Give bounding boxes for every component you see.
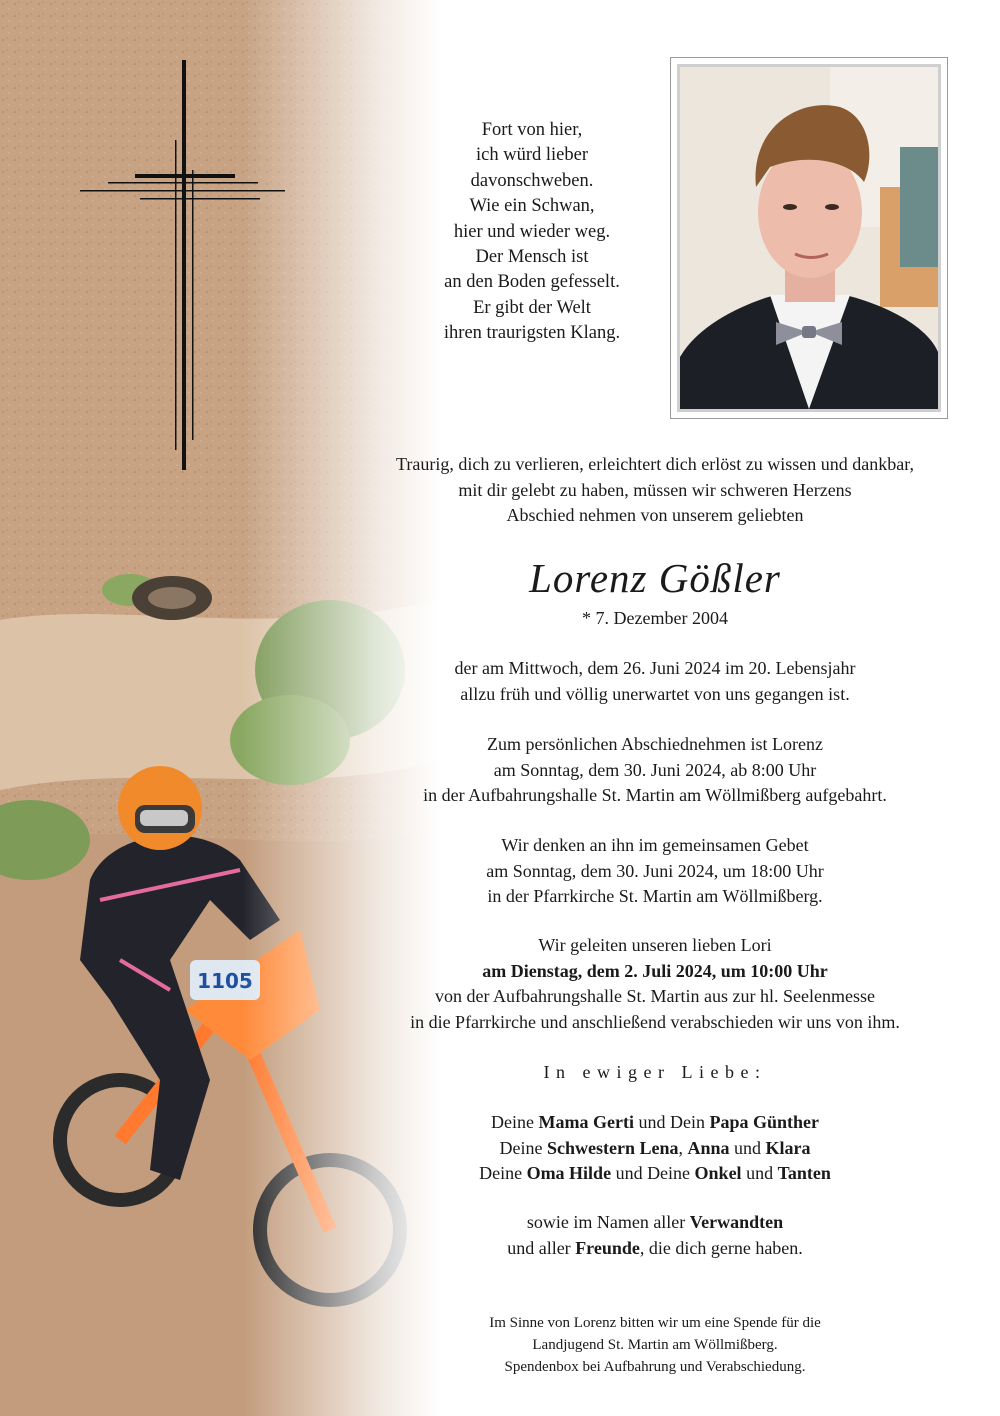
prayer-line: in der Pfarrkirche St. Martin am Wöllmißberg. [487,886,823,906]
funeral-line: Wir geleiten unseren lieben Lori [538,935,772,955]
family-list [320,1110,990,1187]
viewing-line: am Sonntag, dem 30. Juni 2024, ab 8:00 Uhr [493,759,817,780]
poem-line: ihren traurigsten Klang. [443,323,621,344]
viewing-info [320,732,990,809]
poem-line: an den Boden gefesselt. [444,272,620,293]
poem-line: ich würd lieber [476,145,588,166]
poem [412,118,652,347]
family-line-parents: Deine Mama Gerti und Dein Papa Günther [491,1112,819,1132]
poem-line: Fort von hier, [481,120,583,140]
donation-line: Im Sinne von Lorenz bitten wir um eine Spende für die [489,1315,821,1331]
death-notice [320,656,990,707]
intro-line: mit dir gelebt zu haben, müssen wir schweren Herzens [458,479,852,500]
prayer-info [320,833,990,910]
poem-line: Der Mensch ist [475,247,589,268]
prayer-line: am Sonntag, dem 30. Juni 2024, um 18:00 Uhr [486,860,824,881]
prayer-line: Wir denken an ihn im gemeinsamen Gebet [501,835,809,855]
death-line: allzu früh und völlig unerwartet von uns gegangen ist. [460,683,850,704]
viewing-line: in der Aufbahrungshalle St. Martin am Wöllmißberg aufgebahrt. [423,785,887,805]
funeral-line: in die Pfarrkirche und anschließend verabschieden wir uns von ihm. [410,1011,900,1032]
deceased-name: Lorenz Gößler [529,555,781,601]
poem-line: hier und wieder weg. [453,221,611,242]
family-line-sisters: Deine Schwestern Lena, Anna und Klara [499,1137,811,1158]
death-line: der am Mittwoch, dem 26. Juni 2024 im 20. Lebensjahr [454,658,856,678]
friends-line: und aller Freunde, die dich gerne haben. [507,1237,803,1258]
relatives-line: sowie im Namen aller Verwandten [526,1212,784,1232]
intro-line: Traurig, dich zu verlieren, erleichtert dich erlöst zu wissen und dankbar, [396,454,914,474]
portrait-photo [677,64,941,412]
family-line-relatives: Deine Oma Hilde und Deine Onkel und Tanten [479,1163,831,1183]
donation-line: Landjugend St. Martin am Wöllmißberg. [532,1337,778,1353]
portrait-frame [670,57,948,419]
intro-line: Abschied nehmen von unserem geliebten [506,505,804,525]
donation-note [320,1312,990,1378]
birth-date: * 7. Dezember 2004 [582,608,728,628]
intro-text [320,452,990,529]
funeral-line: von der Aufbahrungshalle St. Martin aus zur hl. Seelenmesse [435,986,875,1006]
cross-icon [80,60,290,475]
viewing-line: Zum persönlichen Abschiednehmen ist Lorenz [487,734,823,754]
funeral-info [320,933,990,1035]
poem-line: Wie ein Schwan, [469,196,595,217]
poem-line: Er gibt der Welt [473,297,591,318]
funeral-date-time: am Dienstag, dem 2. Juli 2024, um 10:00 Uhr [482,960,828,981]
in-loving-memory-heading: In ewiger Liebe: [543,1062,767,1082]
poem-line: davonschweben. [470,170,594,191]
donation-line: Spendenbox bei Aufbahrung und Verabschiedung. [504,1359,806,1375]
relatives-friends [320,1210,990,1261]
